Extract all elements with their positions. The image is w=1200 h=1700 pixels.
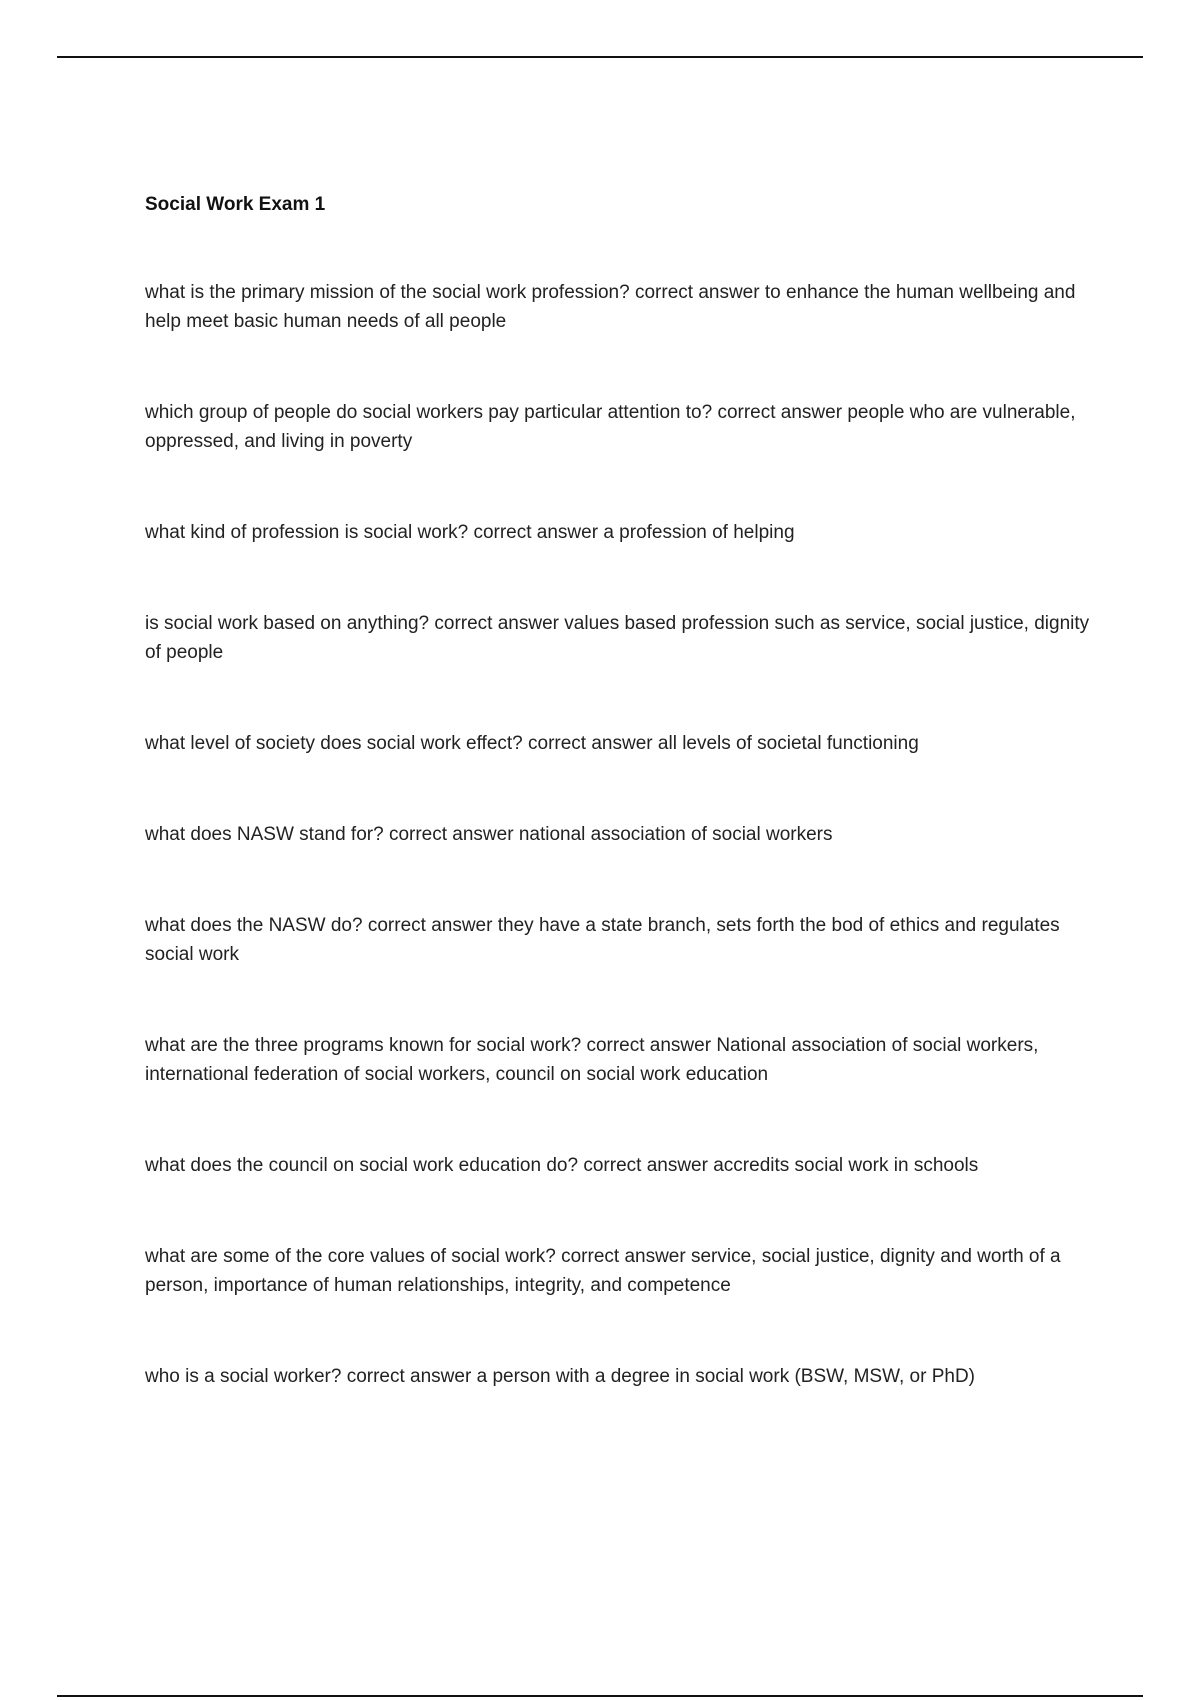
question-text: what are some of the core values of social work? [145, 1246, 556, 1267]
answer-prefix: correct answer [583, 1155, 708, 1176]
qa-item [145, 1362, 1090, 1391]
answer-text: people who are vulnerable, oppressed, and living in poverty [145, 402, 1081, 452]
question-text: which group of people do social workers pay particular attention to? [145, 402, 713, 423]
answer-text: service, social justice, dignity and worth of a person, importance of human relationships, integrity, and competence [145, 1246, 1066, 1296]
answer-prefix: correct answer [634, 282, 760, 303]
answer-text: accredits social work in schools [713, 1155, 979, 1176]
header-rule [57, 56, 1143, 58]
answer-text: National association of social workers, international federation of social workers, council on social work education [145, 1035, 1044, 1085]
question-text: what does the council on social work education do? [145, 1155, 579, 1176]
qa-list [145, 278, 1095, 1391]
question-text: what is the primary mission of the social work profession? [145, 282, 630, 303]
answer-prefix: correct answer [434, 613, 559, 634]
answer-prefix: correct answer [717, 402, 843, 423]
qa-item [145, 1151, 1090, 1180]
answer-prefix: correct answer [473, 522, 599, 543]
footer-rule [57, 1695, 1143, 1697]
answer-text: a profession of helping [603, 522, 795, 543]
question-text: who is a social worker? [145, 1366, 342, 1387]
answer-text: values based profession such as service, social justice, dignity of people [145, 613, 1095, 663]
answer-text: all levels of societal functioning [657, 733, 919, 754]
qa-item [145, 278, 1090, 336]
question-text: what does NASW stand for? [145, 824, 384, 845]
answer-text: a person with a degree in social work (BSW, MSW, or PhD) [476, 1366, 976, 1387]
question-text: is social work based on anything? [145, 613, 430, 634]
qa-item [145, 820, 1090, 849]
question-text: what kind of profession is social work? [145, 522, 469, 543]
qa-item [145, 518, 1090, 547]
qa-item [145, 729, 1090, 758]
qa-item [145, 911, 1090, 969]
qa-item [145, 1242, 1090, 1300]
answer-prefix: correct answer [367, 915, 493, 936]
document-title: Social Work Exam 1 [145, 194, 326, 215]
qa-item [145, 609, 1095, 667]
answer-text: they have a state branch, sets forth the bod of ethics and regulates social work [145, 915, 1065, 965]
answer-prefix: correct answer [586, 1035, 712, 1056]
answer-prefix: correct answer [528, 733, 653, 754]
document-body [145, 190, 1095, 1453]
answer-text: to enhance the human wellbeing and help meet basic human needs of all people [145, 282, 1081, 332]
answer-prefix: correct answer [346, 1366, 472, 1387]
answer-prefix: correct answer [561, 1246, 686, 1267]
answer-text: national association of social workers [518, 824, 833, 845]
qa-item [145, 398, 1090, 456]
answer-prefix: correct answer [388, 824, 514, 845]
qa-item [145, 1031, 1090, 1089]
question-text: what are the three programs known for social work? [145, 1035, 582, 1056]
question-text: what does the NASW do? [145, 915, 363, 936]
question-text: what level of society does social work effect? [145, 733, 523, 754]
